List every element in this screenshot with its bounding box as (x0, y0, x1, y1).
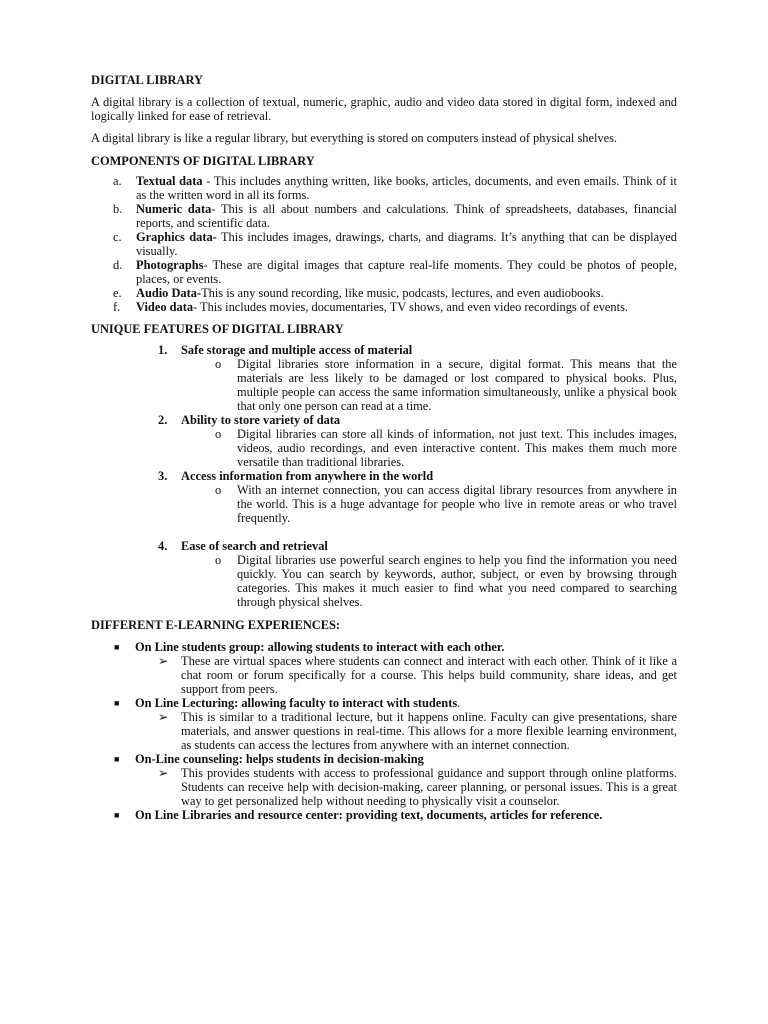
component-text: This is any sound recording, like music, podcasts, lectures, and even audiobooks. (201, 286, 604, 300)
component-term: Graphics data- (136, 230, 217, 244)
feature-title-text: Ability to store variety of data (181, 413, 341, 427)
square-bullet-icon: ■ (114, 642, 120, 652)
component-text: - This includes movies, documentaries, TV shows, and even video recordings of events. (193, 300, 628, 314)
elearning-text: This is similar to a traditional lecture, but it happens online. Faculty can give presentations, share materials, and answer questions in real-time. This allows for a more flexible learning environment, as students can access the lectures from anywhere with an internet connection. (181, 710, 677, 752)
list-item (91, 300, 677, 314)
component-term: Numeric data (136, 202, 212, 216)
feature-description (91, 427, 677, 469)
feature-title-text: Access information from anywhere in the world (181, 469, 434, 483)
feature-number: 1. (158, 343, 168, 357)
components-heading: COMPONENTS OF DIGITAL LIBRARY (91, 154, 315, 168)
square-bullet-icon: ■ (114, 754, 120, 764)
arrow-bullet-icon: ➢ (158, 654, 169, 668)
feature-title (91, 413, 677, 427)
elearning-title: On Line Libraries and resource center: providing text, documents, articles for reference. (135, 808, 603, 822)
component-term: Textual data (136, 174, 203, 188)
list-item (91, 286, 677, 300)
components-list (91, 174, 677, 314)
list-marker: f. (113, 300, 121, 314)
list-marker: b. (113, 202, 123, 216)
arrow-bullet-icon: ➢ (158, 766, 169, 780)
component-term: Video data (136, 300, 194, 314)
circle-bullet-icon: o (215, 483, 222, 497)
feature-text: Digital libraries use powerful search engines to help you find the information you need quickly. You can search by keywords, author, subject, or even by browsing through categories. This makes it much easier to find what you need compared to searching through physical shelves. (237, 553, 677, 609)
feature-title (91, 469, 677, 483)
component-text: - These are digital images that capture real-life moments. They could be photos of people, places, or events. (136, 258, 677, 286)
component-text: - This is all about numbers and calculations. Think of spreadsheets, databases, financial reports, and scientific data. (136, 202, 677, 230)
list-item (91, 230, 677, 258)
list-item: ■ On Line Lecturing: allowing faculty to interact with students. (114, 696, 461, 710)
circle-bullet-icon: o (215, 427, 222, 441)
intro-paragraph: A digital library is like a regular library, but everything is stored on computers instead of physical shelves. (91, 131, 618, 145)
document-content (91, 73, 677, 822)
features-heading: UNIQUE FEATURES OF DIGITAL LIBRARY (91, 322, 344, 336)
component-text: - This includes anything written, like books, articles, documents, and even emails. Think of it as the written word in all its forms. (136, 174, 677, 202)
elearning-title: On-Line counseling: helps students in decision-making (135, 752, 424, 766)
feature-text: With an internet connection, you can access digital library resources from anywhere in the world. This is a huge advantage for people who live in remote areas or who travel frequently. (237, 483, 677, 525)
feature-number: 2. (158, 413, 168, 427)
elearning-text: These are virtual spaces where students can connect and interact with each other. Think of it like a chat room or forum specifically for a course. This helps build community, share ideas, and get support from peers. (181, 654, 677, 696)
document-title: DIGITAL LIBRARY (91, 73, 203, 87)
feature-number: 3. (158, 469, 168, 483)
circle-bullet-icon: o (215, 357, 222, 371)
circle-bullet-icon: o (215, 553, 222, 567)
elearning-description (91, 710, 677, 752)
list-item (91, 174, 677, 202)
feature-title (91, 539, 677, 553)
elearning-title: On Line students group: allowing students to interact with each other. (135, 640, 505, 654)
feature-number: 4. (158, 539, 168, 553)
component-term: Photographs (136, 258, 204, 272)
list-item (91, 258, 677, 286)
feature-text: Digital libraries store information in a secure, digital format. This means that the materials are less likely to be damaged or lost compared to physical books. Plus, multiple people can access the same information simultaneously, unlike a physical book that only one person can read at a time. (237, 357, 677, 413)
elearning-text: This provides students with access to professional guidance and support through online platforms. Students can receive help with decision-making, career planning, or personal issues. This is a great way to get personalized help without needing to physically visit a counselor. (181, 766, 677, 808)
list-marker: d. (113, 258, 123, 272)
feature-title-text: Safe storage and multiple access of material (181, 343, 413, 357)
square-bullet-icon: ■ (114, 810, 120, 820)
feature-description (91, 483, 677, 525)
list-item (91, 202, 677, 230)
list-marker: a. (113, 174, 122, 188)
arrow-bullet-icon: ➢ (158, 710, 169, 724)
feature-description (91, 553, 677, 609)
feature-title (91, 343, 677, 357)
features-list (91, 343, 677, 609)
list-item (91, 640, 677, 654)
elearning-title: On Line Lecturing: allowing faculty to interact with students (135, 696, 458, 710)
feature-title-text: Ease of search and retrieval (181, 539, 328, 553)
list-marker: c. (113, 230, 122, 244)
list-item (91, 808, 677, 822)
component-text: This includes images, drawings, charts, and diagrams. It’s anything that can be displayed visually. (136, 230, 677, 258)
feature-text: Digital libraries can store all kinds of information, not just text. This includes images, videos, audio recordings, and even interactive content. This makes them much more versatile than traditional libraries. (237, 427, 677, 469)
elearning-description (91, 766, 677, 808)
list-marker: e. (113, 286, 122, 300)
square-bullet-icon: ■ (114, 698, 120, 708)
component-term: Audio Data- (136, 286, 202, 300)
elearning-description (91, 654, 677, 696)
elearning-list (91, 640, 677, 822)
feature-description (91, 357, 677, 413)
elearning-heading: DIFFERENT E-LEARNING EXPERIENCES: (91, 618, 340, 632)
list-item (91, 752, 677, 766)
intro-paragraph: A digital library is a collection of textual, numeric, graphic, audio and video data stored in digital form, indexed and logically linked for ease of retrieval. (91, 95, 677, 123)
